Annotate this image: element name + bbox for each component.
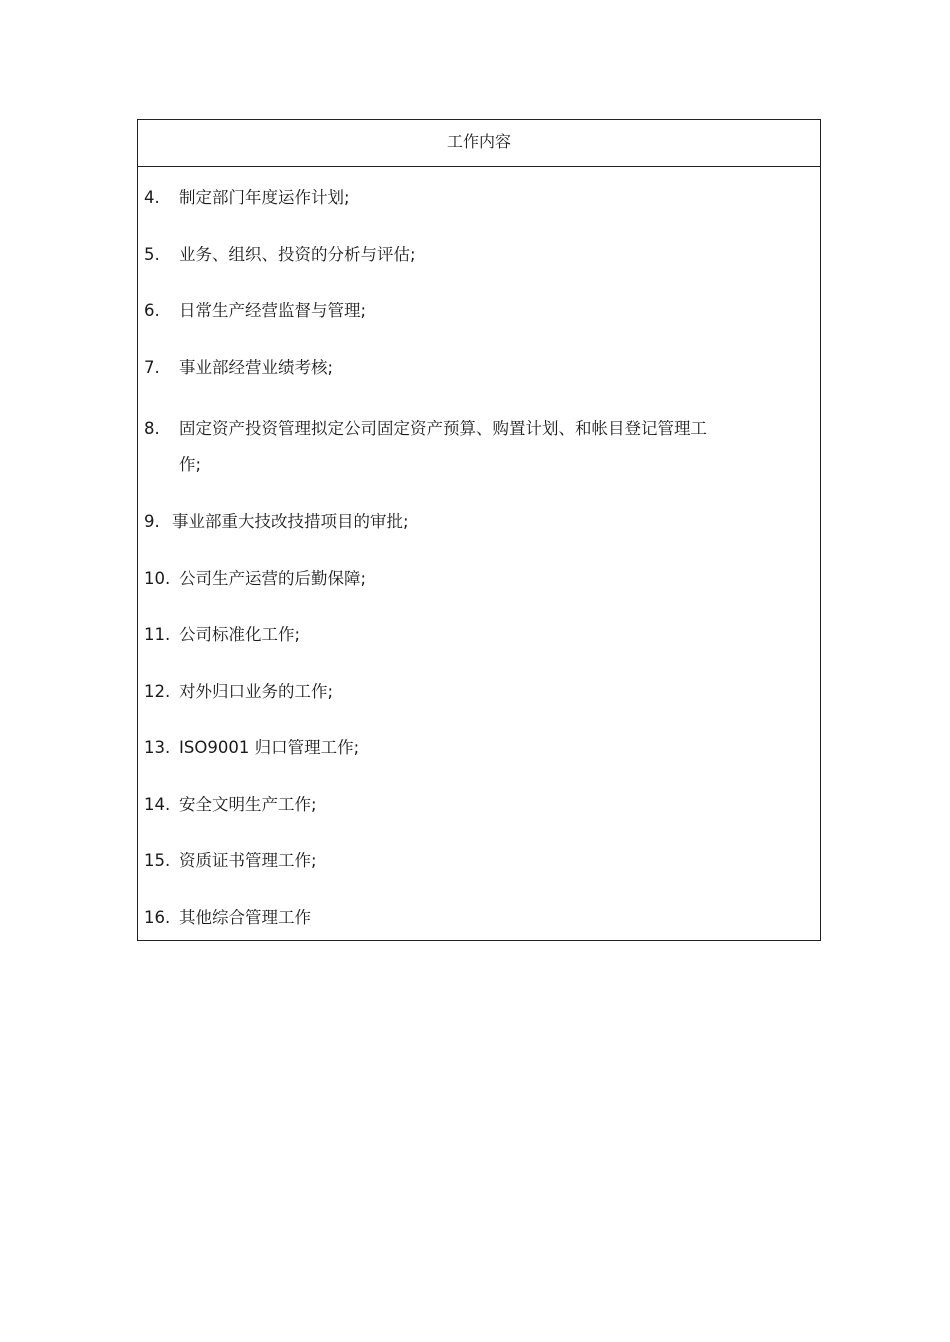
item-number: 8. [144,419,160,438]
list-item [144,411,780,447]
item-text: 事业部重大技改技措项目的审批; [172,512,409,531]
item-text: 业务、组织、投资的分析与评估; [179,245,416,264]
item-text: 安全文明生产工作; [179,795,317,814]
list-item [144,350,780,386]
item-text-continued: 作; [179,455,202,474]
table-header: 工作内容 [138,120,820,167]
item-text: 公司标准化工作; [179,625,301,644]
list-item [144,843,780,879]
item-number: 16. [144,908,171,927]
item-number: 4. [144,188,160,207]
item-number: 9. [144,512,160,531]
item-number: 13. [144,738,171,757]
list-item [144,787,780,823]
item-number: 11. [144,625,171,644]
item-number: 7. [144,358,160,377]
item-number: 12. [144,682,171,701]
item-text: 日常生产经营监督与管理; [179,301,367,320]
list-item [144,617,780,653]
list-item [144,237,780,273]
item-number: 5. [144,245,160,264]
item-text: 制定部门年度运作计划; [179,188,350,207]
list-item [144,900,780,936]
list-item [144,504,780,540]
list-item [144,293,780,329]
list-item [144,561,780,597]
list-item [144,730,780,766]
item-number: 15. [144,851,171,870]
item-text: 其他综合管理工作 [179,908,311,927]
item-number: 6. [144,301,160,320]
item-text: 固定资产投资管理拟定公司固定资产预算、购置计划、和帐目登记管理工 [179,419,707,438]
item-text: ISO9001 归口管理工作; [179,738,360,757]
list-item [144,674,780,710]
item-number: 14. [144,795,171,814]
item-text: 对外归口业务的工作; [179,682,334,701]
item-text: 事业部经营业绩考核; [179,358,334,377]
list-item [144,180,780,216]
work-content-table [137,119,821,941]
list-item-continuation [144,447,780,483]
item-number: 10. [144,569,171,588]
table-body [138,167,820,940]
item-text: 资质证书管理工作; [179,851,317,870]
item-text: 公司生产运营的后勤保障; [179,569,367,588]
